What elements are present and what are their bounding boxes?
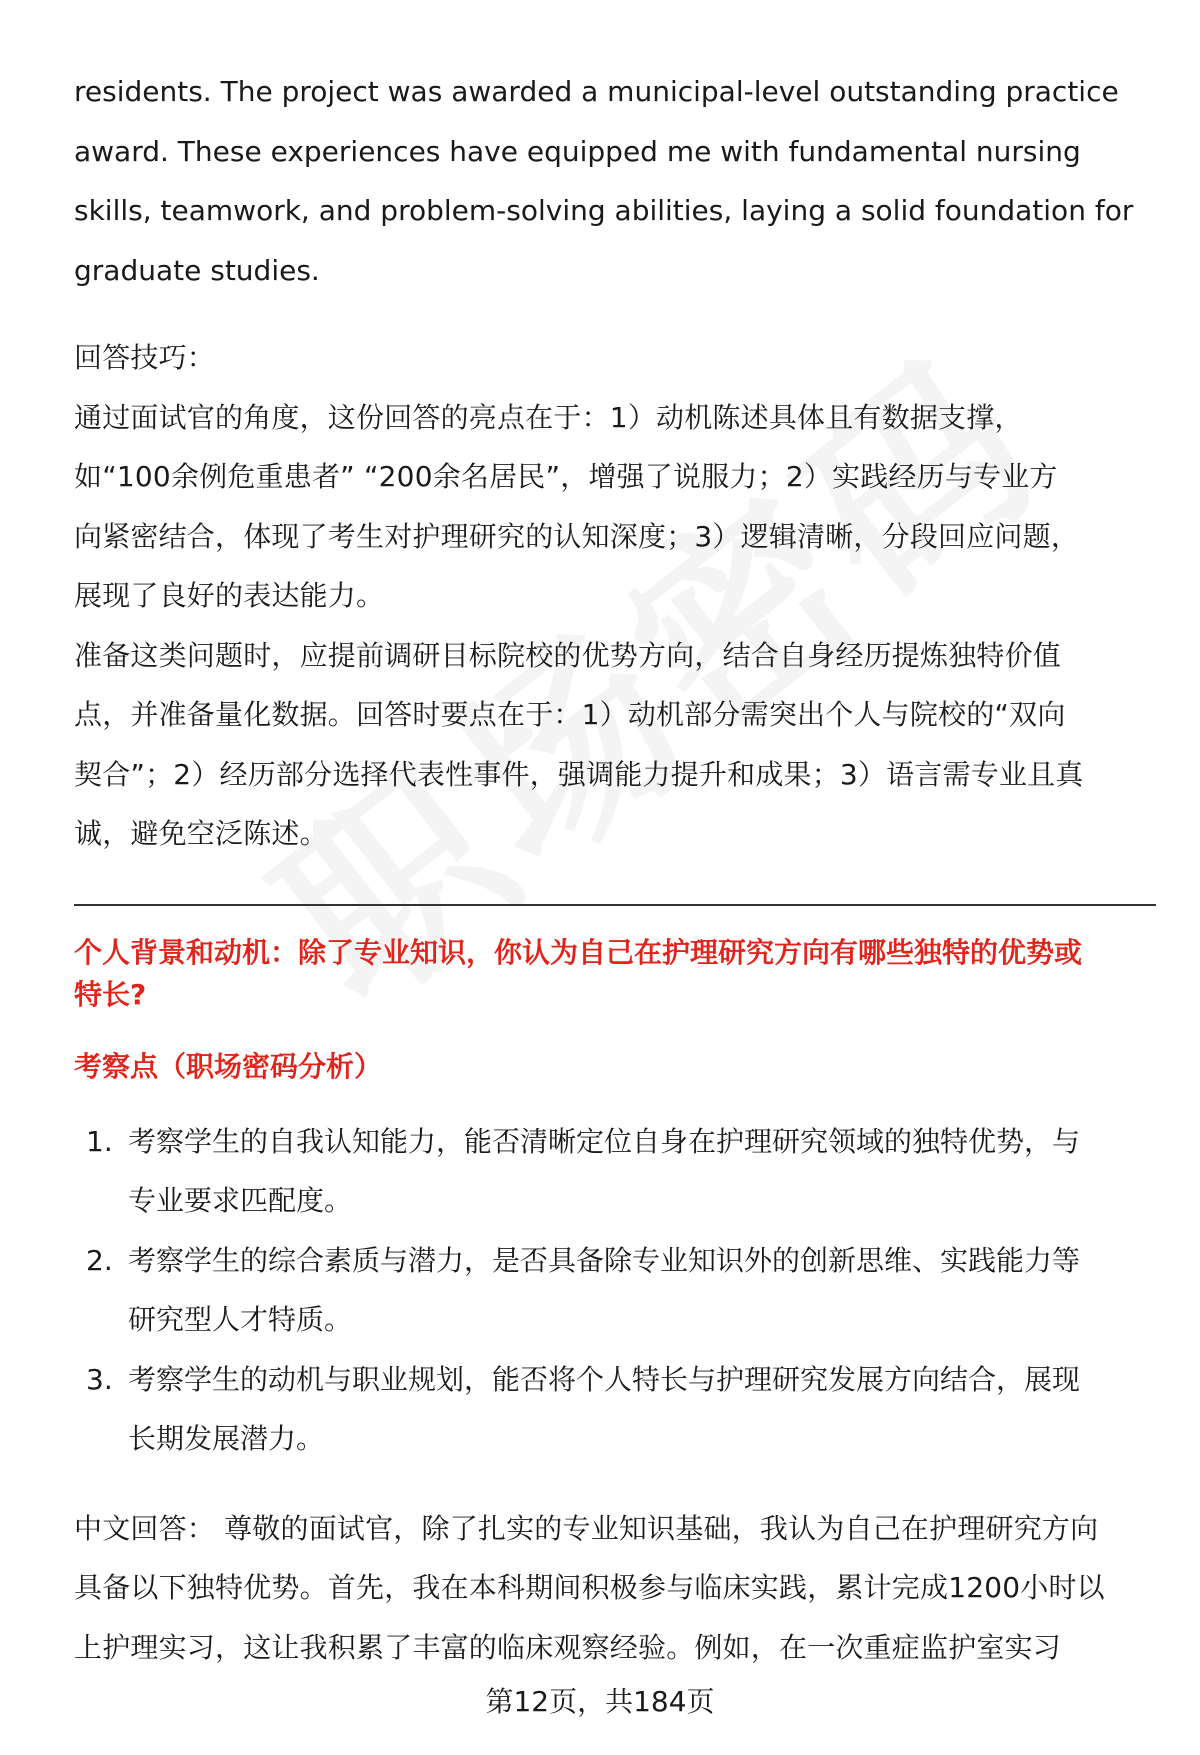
- text-line: 专业要求匹配度。: [128, 1184, 353, 1217]
- intro-paragraph: [74, 62, 1154, 300]
- list-number: 2.: [86, 1243, 113, 1277]
- text-line: award. These experiences have equipped me with fundamental nursing: [74, 134, 1081, 168]
- page-number-footer: 第12页，共184页: [485, 1685, 715, 1718]
- text-line: 如“100余例危重患者” “200余名居民”，增强了说服力；2）实践经历与专业方: [74, 460, 1058, 493]
- text-line: graduate studies.: [74, 253, 320, 287]
- text-line: 中文回答： 尊敬的面试官，除了扎实的专业知识基础，我认为自己在护理研究方向: [74, 1511, 1099, 1545]
- text-line: 考察学生的动机与职业规划，能否将个人特长与护理研究发展方向结合，展现: [128, 1362, 1081, 1396]
- tips-heading: 回答技巧：: [74, 341, 216, 374]
- list-item: [74, 1231, 1154, 1350]
- text-line: 上护理实习，这让我积累了丰富的临床观察经验。例如，在一次重症监护室实习: [74, 1630, 1062, 1664]
- question-title: 个人背景和动机：除了专业知识，你认为自己在护理研究方向有哪些独特的优势或: [74, 935, 1083, 969]
- text-line: 诚，避免空泛陈述。: [74, 817, 328, 850]
- text-line: 研究型人才特质。: [128, 1303, 353, 1336]
- section-divider: [74, 904, 1156, 906]
- text-line: 具备以下独特优势。首先，我在本科期间积极参与临床实践，累计完成1200小时以: [74, 1571, 1105, 1604]
- text-line: residents. The project was awarded a municipal-level outstanding practice: [74, 75, 1119, 108]
- text-line: 考察学生的综合素质与潜力，是否具备除专业知识外的创新思维、实践能力等: [128, 1243, 1081, 1277]
- list-number: 3.: [86, 1362, 113, 1396]
- text-line: 准备这类问题时，应提前调研目标院校的优势方向，结合自身经历提炼独特价值: [74, 638, 1062, 672]
- question-title: 特长?: [74, 977, 147, 1011]
- text-line: 考察学生的自我认知能力，能否清晰定位自身在护理研究领域的独特优势，与: [128, 1124, 1081, 1158]
- question-section: [74, 932, 1154, 1469]
- text-line: 向紧密结合，体现了考生对护理研究的认知深度；3）逻辑清晰，分段回应问题，: [74, 519, 1080, 553]
- text-line: 长期发展潜力。: [128, 1422, 325, 1455]
- list-number: 1.: [86, 1124, 113, 1158]
- text-line: 通过面试官的角度，这份回答的亮点在于：1）动机陈述具体且有数据支撑，: [74, 400, 1023, 434]
- list-item: [74, 1350, 1154, 1469]
- text-line: skills, teamwork, and problem-solving abilities, laying a solid foundation for: [74, 194, 1134, 227]
- analysis-points-list: [74, 1112, 1154, 1469]
- answer-section: [74, 1499, 1154, 1678]
- tips-section: [74, 328, 1154, 864]
- analysis-heading: 考察点（职场密码分析）: [74, 1049, 383, 1083]
- document-page: [74, 62, 1154, 1677]
- text-line: 契合”；2）经历部分选择代表性事件，强调能力提升和成果；3）语言需专业且真: [74, 757, 1084, 791]
- list-item: [74, 1112, 1154, 1231]
- text-line: 展现了良好的表达能力。: [74, 579, 385, 612]
- text-line: 点，并准备量化数据。回答时要点在于：1）动机部分需突出个人与院校的“双向: [74, 698, 1066, 731]
